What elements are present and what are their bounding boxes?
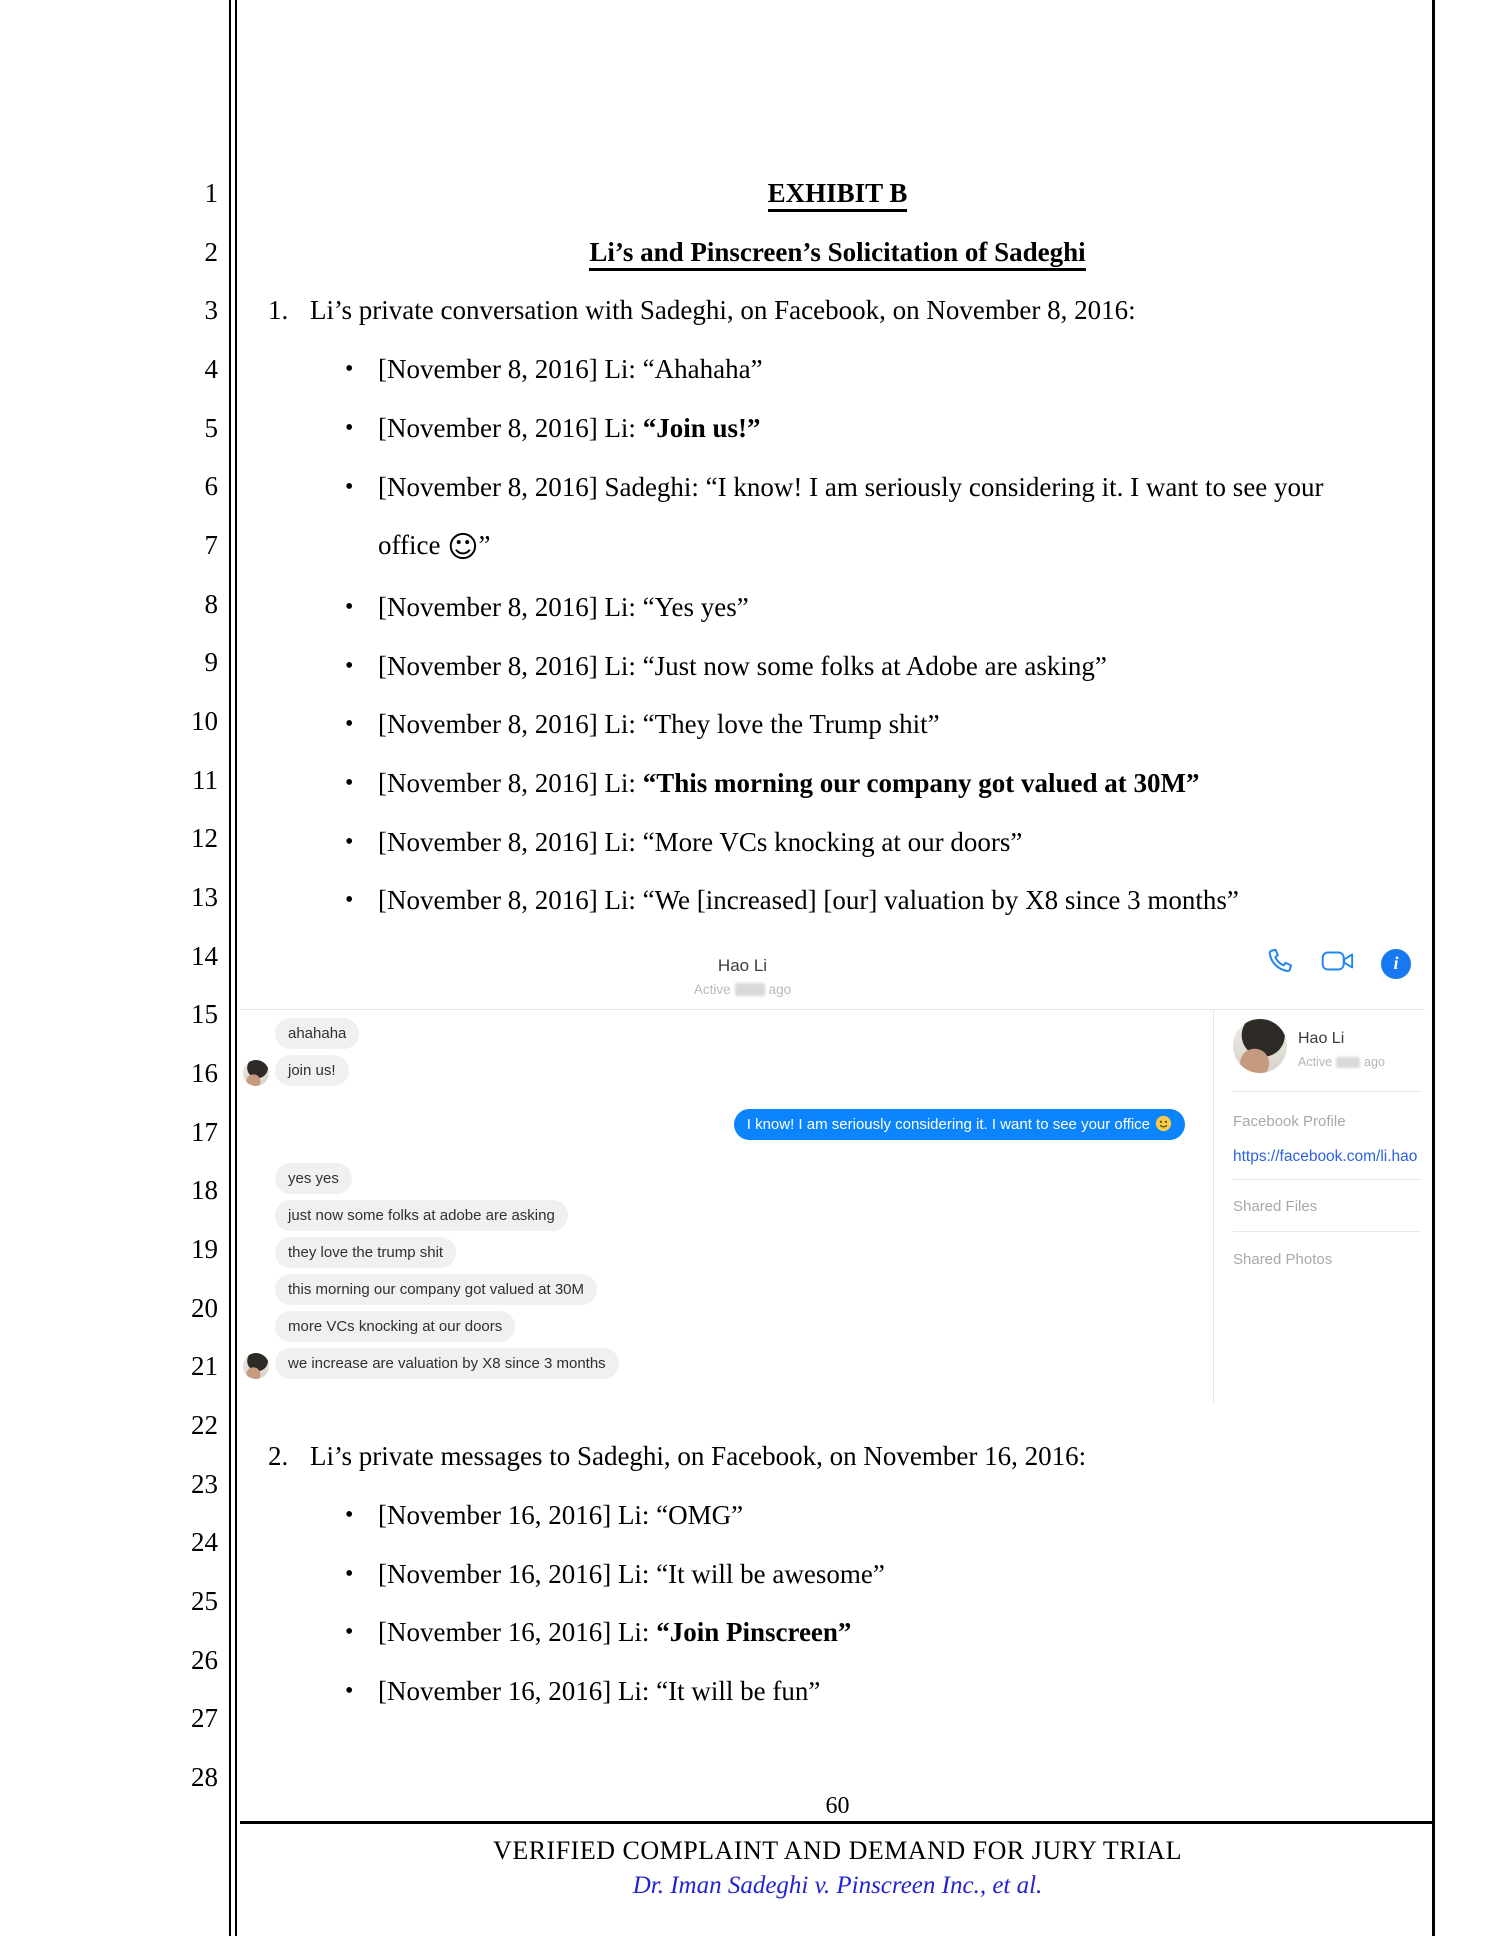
chat-message-row <box>240 1348 1185 1379</box>
line-number-column <box>0 0 218 1936</box>
conversation-title: Hao Li <box>717 956 768 976</box>
bullet-dot-icon: • <box>345 711 354 738</box>
line-number: 23 <box>191 1468 218 1499</box>
chat-bubble: I know! I am seriously considering it. I want to see your office <box>734 1109 1185 1140</box>
line-number: 18 <box>191 1175 218 1206</box>
line-number: 22 <box>191 1410 218 1441</box>
bullet-dot-icon: • <box>345 1560 354 1587</box>
shared-photos-item[interactable]: Shared Photos <box>1233 1251 1333 1269</box>
bullet-dot-icon: • <box>345 652 354 679</box>
avatar-slot <box>240 1060 275 1086</box>
page-number: 60 <box>825 1793 850 1819</box>
conversation-sidebar <box>1213 1009 1430 1403</box>
ago-label: ago <box>768 982 792 998</box>
line-number: 8 <box>204 588 218 619</box>
bullet-item: • [November 8, 2016] Li: “Ahahaha” <box>255 340 1420 399</box>
section-1 <box>255 281 1420 930</box>
facebook-profile-link[interactable]: https://facebook.com/li.hao <box>1233 1148 1418 1166</box>
chat-message-row <box>240 1018 1185 1049</box>
chat-bubble: yes yes <box>275 1163 352 1194</box>
bullet-dot-icon: • <box>345 1619 354 1646</box>
avatar <box>243 1060 269 1086</box>
item-number: 1. <box>268 295 289 326</box>
chat-message-row <box>240 1311 1185 1342</box>
section-2 <box>255 1427 1420 1721</box>
bullet-dot-icon: • <box>345 356 354 383</box>
bullet-dot-icon: • <box>345 414 354 441</box>
bullet-item: • [November 8, 2016] Li: “We [increased] [our] valuation by X8 since 3 months” <box>255 871 1420 930</box>
line-number: 10 <box>191 706 218 737</box>
shared-files-item[interactable]: Shared Files <box>1233 1198 1318 1216</box>
active-label: Active <box>1298 1055 1333 1070</box>
line-number: 4 <box>204 354 218 384</box>
bullet-item: • [November 8, 2016] Li: “Yes yes” <box>255 578 1420 637</box>
bullet-item: • [November 16, 2016] Li: “OMG” <box>255 1486 1420 1545</box>
bullet-item: • [November 8, 2016] Li: “More VCs knocking at our doors” <box>255 813 1420 872</box>
sidebar-active-status <box>1298 1055 1385 1069</box>
chat-bubble: we increase are valuation by X8 since 3 months <box>275 1348 619 1379</box>
right-margin-rule <box>1432 0 1435 1936</box>
redacted-time-blur <box>735 983 765 996</box>
chat-bubble: ahahaha <box>275 1018 359 1049</box>
bullet-dot-icon: • <box>345 1501 354 1528</box>
exhibit-title <box>255 164 1420 223</box>
phone-call-icon[interactable] <box>1265 946 1295 981</box>
line-number: 19 <box>191 1234 218 1265</box>
bullet-item: • [November 16, 2016] Li: “It will be fun” <box>255 1662 1420 1721</box>
bullet-dot-icon: • <box>345 770 354 797</box>
exhibit-subtitle-text: Li’s and Pinscreen’s Solicitation of Sadeghi <box>589 237 1085 271</box>
ago-label: ago <box>1364 1055 1385 1070</box>
bullet-item: • [November 16, 2016] Li: “It will be awesome” <box>255 1545 1420 1604</box>
chat-bubble: join us! <box>275 1055 349 1086</box>
smiley-face-icon: ☺ <box>447 530 479 566</box>
list-item-heading <box>255 281 1420 340</box>
chat-bubble: just now some folks at adobe are asking <box>275 1200 568 1231</box>
bullet-dot-icon: • <box>345 1677 354 1704</box>
line-number: 2 <box>204 236 218 267</box>
item-heading-text: Li’s private messages to Sadeghi, on Facebook, on November 16, 2016: <box>310 1441 1087 1472</box>
line-number: 14 <box>191 940 218 971</box>
left-margin-rule-outer <box>229 0 231 1936</box>
exhibit-subtitle <box>255 223 1420 282</box>
sidebar-divider <box>1233 1091 1420 1092</box>
bullet-dot-icon: • <box>345 473 354 500</box>
sidebar-divider <box>1233 1179 1420 1180</box>
sidebar-contact-name: Hao Li <box>1298 1030 1345 1048</box>
line-number: 27 <box>191 1703 218 1734</box>
line-number: 15 <box>191 999 218 1030</box>
left-margin-rule-inner <box>235 0 237 1936</box>
avatar <box>243 1353 269 1379</box>
line-number: 5 <box>204 412 218 443</box>
facebook-profile-label: Facebook Profile <box>1233 1113 1346 1131</box>
chat-bubble: more VCs knocking at our doors <box>275 1311 515 1342</box>
footer-case-name: Dr. Iman Sadeghi v. Pinscreen Inc., et al. <box>632 1872 1043 1899</box>
chat-message-row <box>240 1274 1185 1305</box>
line-number: 26 <box>191 1644 218 1675</box>
chat-bubble: they love the trump shit <box>275 1237 456 1268</box>
exhibit-title-text: EXHIBIT B <box>768 178 908 212</box>
line-number: 7 <box>204 530 218 561</box>
line-number: 1 <box>204 178 218 208</box>
line-number: 3 <box>204 295 218 326</box>
bullet-dot-icon: • <box>345 828 354 855</box>
avatar <box>1233 1019 1287 1073</box>
bullet-item: • [November 8, 2016] Sadeghi: “I know! I am seriously considering it. I want to see your office ☺” <box>255 458 1420 578</box>
line-number: 20 <box>191 1292 218 1323</box>
list-item-heading <box>255 1427 1420 1486</box>
item-heading-text: Li’s private conversation with Sadeghi, on Facebook, on November 8, 2016: <box>310 295 1136 326</box>
chat-message-row <box>240 1200 1185 1231</box>
chat-message-row <box>240 1109 1185 1140</box>
line-number: 24 <box>191 1527 218 1558</box>
chat-message-row <box>240 1163 1185 1194</box>
line-number: 16 <box>191 1058 218 1089</box>
chat-message-row <box>240 1055 1185 1086</box>
sidebar-divider <box>1233 1231 1420 1232</box>
video-call-icon[interactable] <box>1321 948 1355 979</box>
conversation-actions <box>1265 946 1411 981</box>
chat-message-row <box>240 1237 1185 1268</box>
line-number: 9 <box>204 647 218 678</box>
line-number: 6 <box>204 471 218 502</box>
footer-rule <box>240 1821 1435 1824</box>
bullet-item: • [November 8, 2016] Li: “Just now some folks at Adobe are asking” <box>255 637 1420 696</box>
bullet-dot-icon: • <box>345 593 354 620</box>
line-number: 21 <box>191 1351 218 1382</box>
bullet-item: • [November 8, 2016] Li: “Join us!” <box>255 399 1420 458</box>
conversation-info-icon[interactable]: i <box>1381 949 1411 979</box>
chat-message-list <box>240 1018 1185 1385</box>
bullet-item: • [November 16, 2016] Li: “Join Pinscreen” <box>255 1603 1420 1662</box>
redacted-time-blur <box>1336 1057 1360 1068</box>
chat-bubble: this morning our company got valued at 30M <box>275 1274 597 1305</box>
line-number: 13 <box>191 882 218 913</box>
conversation-active-status <box>240 982 1245 998</box>
footer-document-title: VERIFIED COMPLAINT AND DEMAND FOR JURY TRIAL <box>493 1836 1182 1865</box>
document-body <box>255 164 1420 1721</box>
bullet-item: • [November 8, 2016] Li: “This morning our company got valued at 30M” <box>255 754 1420 813</box>
line-number: 12 <box>191 823 218 854</box>
line-number: 11 <box>192 764 218 795</box>
item-number: 2. <box>268 1441 289 1472</box>
line-number: 17 <box>191 1116 218 1147</box>
active-label: Active <box>693 982 731 998</box>
bullet-dot-icon: • <box>345 887 354 914</box>
line-number: 25 <box>191 1586 218 1617</box>
bullet-item: • [November 8, 2016] Li: “They love the Trump shit” <box>255 695 1420 754</box>
avatar-slot <box>240 1353 275 1379</box>
line-number: 28 <box>191 1762 218 1793</box>
messenger-screenshot <box>240 930 1430 1403</box>
smiley-emoji <box>1150 1116 1172 1133</box>
